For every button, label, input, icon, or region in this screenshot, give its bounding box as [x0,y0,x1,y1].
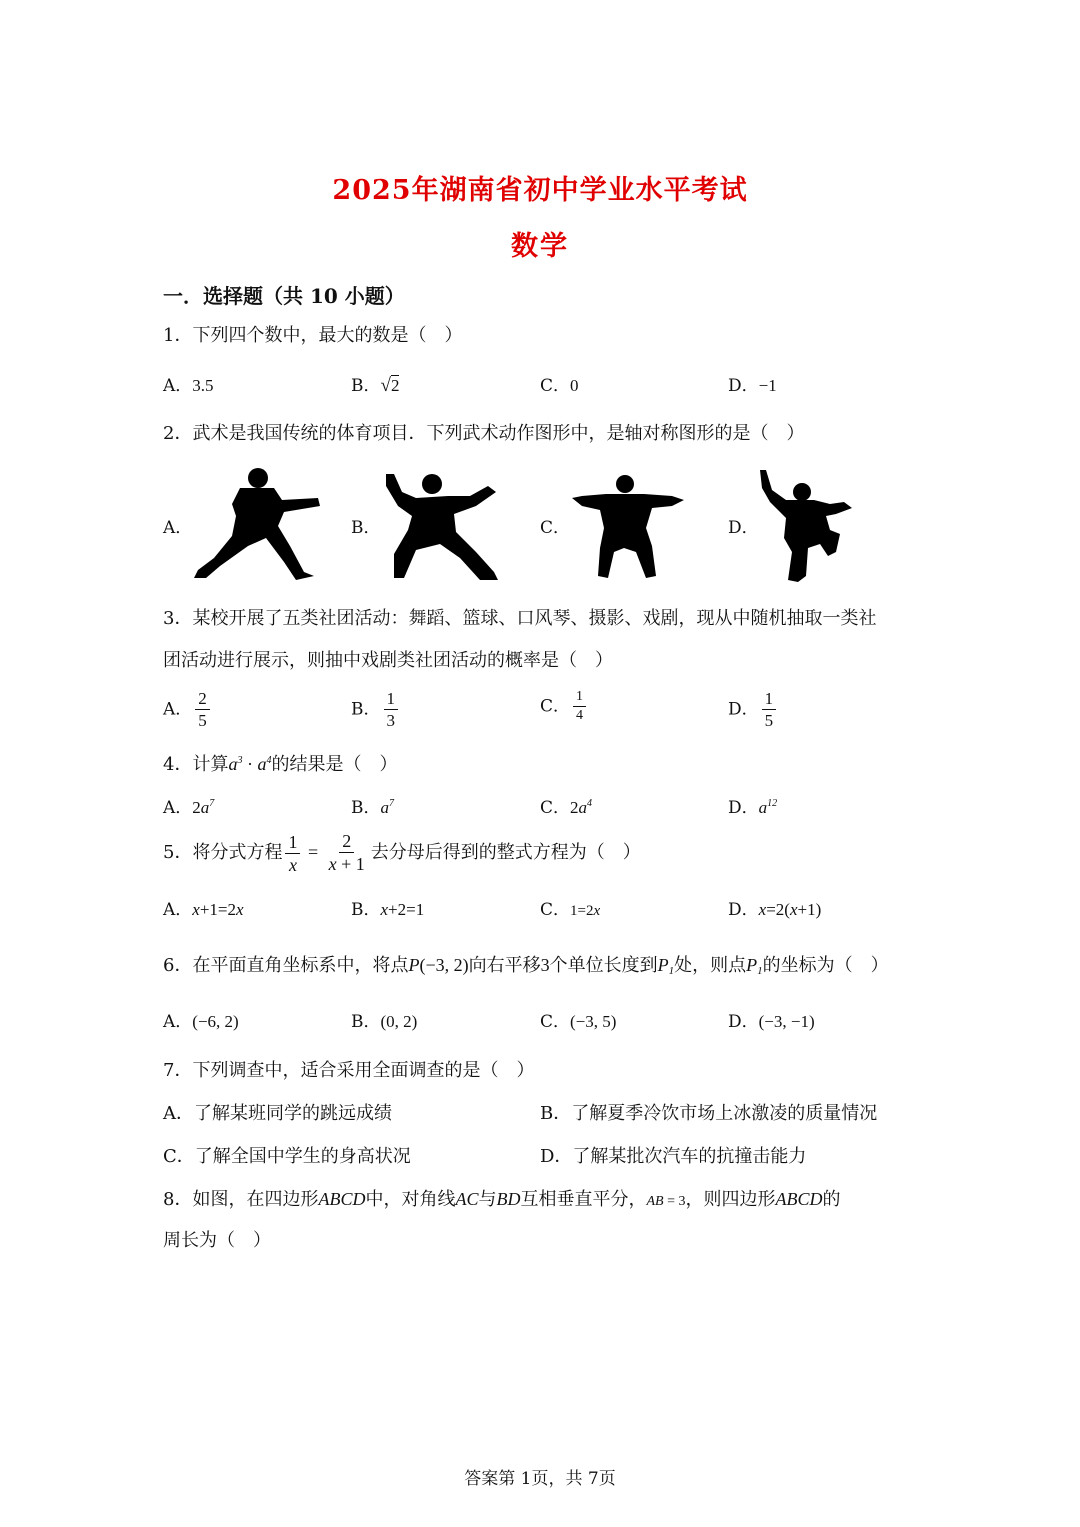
question-6-stem: 6．在平面直角坐标系中，将点P(−3, 2)向右平移3个单位长度到$P_1$处，则点$P_1$的坐标为（ ） [163,955,889,977]
q7-option-d: D．了解某批次汽车的抗撞击能力 [540,1146,807,1167]
q4-option-a: A．$2a^7$ [163,798,215,818]
q5-option-b: B．x+2=1 [351,900,425,920]
martial-arts-figure-c [568,472,688,582]
question-1-stem: 1．下列四个数中，最大的数是（ ） [163,325,463,346]
exam-title: 2025年湖南省初中学业水平考试 [332,175,748,206]
q3-option-a: A． $\frac{2}{5}$ [163,690,213,729]
q2-option-b-label: B． [351,518,381,538]
question-3-stem-line2: 团活动进行展示，则抽中戏剧类社团活动的概率是（ ） [163,650,613,671]
question-8-stem-line2: 周长为（ ） [163,1230,271,1251]
q4-option-c: C．$2a^4$ [540,798,593,818]
question-5-stem: 5．将分式方程 $\frac{1}{x}$ = $\frac{2}{x + 1}$ 去分母后得到的整式方程为（ ） [163,831,641,875]
q6-option-a: A．(−6, 2) [163,1012,239,1032]
q1-option-b: B．√2 [351,375,400,396]
question-7-stem: 7．下列调查中，适合采用全面调查的是（ ） [163,1060,535,1081]
martial-arts-figure-d [756,468,856,584]
q5-option-c: C．1=2x [540,900,601,920]
q6-option-c: C．(−3, 5) [540,1012,617,1032]
q3-option-b: B． $\frac{1}{3}$ [351,690,401,729]
section-heading: 一．选择题（共 10 小题） [163,284,405,308]
q6-option-d: D．(−3, −1) [728,1012,815,1032]
martial-arts-figure-b [380,470,500,582]
question-4-stem: 4．计算$a^3 \cdot a^4$的结果是（ ） [163,754,398,775]
subject-title: 数学 [511,231,569,262]
q2-option-c-label: C． [540,518,571,538]
page-footer: 答案第 1页，共 7页 [464,1469,616,1489]
q7-option-b: B．了解夏季冷饮市场上冰激凌的质量情况 [540,1103,878,1124]
q1-option-c: C．0 [540,376,579,396]
q5-option-d: D．x=2(x+1) [728,900,822,920]
q2-option-a-label: A． [163,518,193,538]
q3-option-d: D． $\frac{1}{5}$ [728,690,779,729]
q7-option-c: C．了解全国中学生的身高状况 [163,1146,411,1167]
martial-arts-figure-a [192,466,327,584]
question-2-stem: 2．武术是我国传统的体育项目．下列武术动作图形中，是轴对称图形的是（ ） [163,423,805,444]
q4-option-b: B．$a^7$ [351,798,394,818]
q7-option-a: A．了解某班同学的跳远成绩 [163,1103,392,1124]
q1-option-a: A．3.5 [163,376,214,396]
q4-option-d: D．$a^{12}$ [728,798,778,818]
q6-option-b: B．(0, 2) [351,1012,418,1032]
q5-option-a: A．x+1=2x [163,900,244,920]
q1-option-d: D．−1 [728,376,777,396]
q3-option-c: C． $\frac{1}{4}$ [540,690,589,723]
question-3-stem-line1: 3．某校开展了五类社团活动：舞蹈、篮球、口风琴、摄影、戏剧，现从中随机抽取一类社 [163,608,877,629]
q2-option-d-label: D． [728,518,759,538]
question-8-stem-line1: 8．如图，在四边形ABCD中，对角线AC与BD互相垂直平分，AB = 3，则四边形ABCD的 [163,1189,841,1210]
